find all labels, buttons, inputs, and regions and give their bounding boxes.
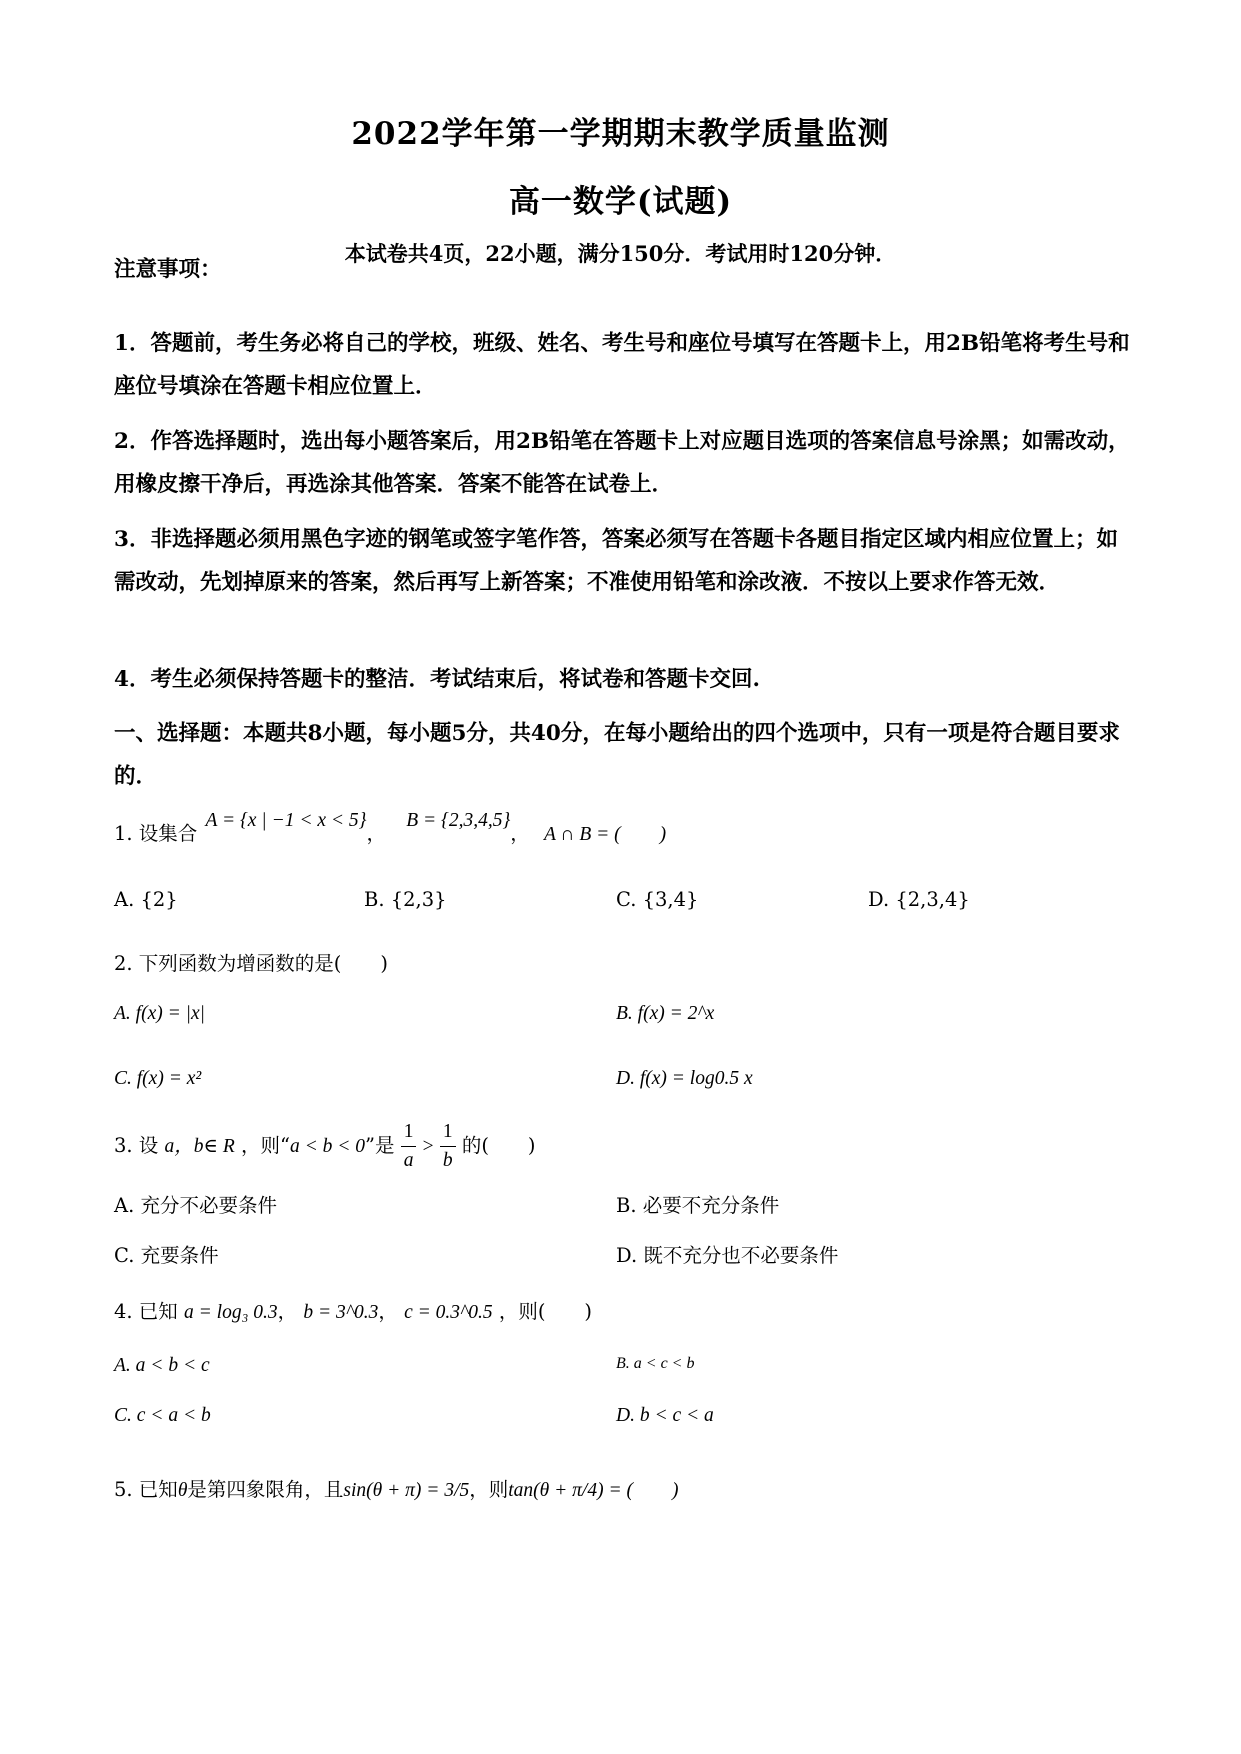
q4-prefix: 4. 已知 [114,1300,178,1323]
q3-mid: ，则“ [240,1134,290,1157]
notes-heading: 注意事项： [114,257,222,282]
q2-option-b: B. f(x) = 2^x [616,1003,715,1024]
q2-option-a: A. f(x) = |x| [114,1003,206,1024]
q4-option-d: D. b < c < a [616,1405,714,1426]
note-item-4: 4．考生必须保持答题卡的整洁．考试结束后，将试卷和答题卡交回. [114,667,760,692]
question-4: 4. 已知 a = log₃ 0.3， b = 3^0.3， c = 0.3^0.5 ，则( ) [114,1300,593,1323]
q2-option-d: D. f(x) = log0.5 x [616,1068,753,1089]
q4-c: c = 0.3^0.5 [404,1302,493,1323]
q5-prefix: 5. 已知 [114,1478,178,1501]
q3-option-c: C. 充要条件 [114,1244,219,1267]
q3-option-a: A. 充分不必要条件 [114,1194,277,1217]
q4-suffix: ，则( ) [498,1300,593,1323]
q3-suffix: 的( ) [461,1134,536,1157]
q4-a: a = log₃ 0.3 [184,1302,278,1323]
question-1: 1. 设集合 A = {x | −1 < x < 5}， B = {2,3,4,5}， A ∩ B = ( ) [114,810,667,845]
q5-given: sin(θ + π) = 3/5 [343,1480,470,1501]
q3-option-d: D. 既不充分也不必要条件 [616,1244,839,1267]
q3-fraction-right: $\frac{1}{b}$ [440,1118,456,1175]
q1-option-b: B. {2,3} [364,888,447,911]
q5-ask: tan(θ + π/4) = ( ) [508,1480,679,1501]
q1-option-a: A. {2} [114,888,178,911]
q1-ask: A ∩ B = ( ) [543,824,667,845]
q1-option-d: D. {2,3,4} [868,888,970,911]
exam-info: 本试卷共4页，22小题，满分150分．考试用时120分钟． [344,241,897,266]
exam-subtitle: 高一数学(试题) [508,184,733,220]
q3-condition: a < b < 0 [289,1136,366,1157]
note-item-2: 2．作答选择题时，选出每小题答案后，用2B铅笔在答题卡上对应题目选项的答案信息号涂黑；如需改动，用橡皮擦干净后，再选涂其他答案．答案不能答在试卷上． [114,429,1130,497]
q3-fraction-left: $\frac{1}{a}$ [401,1118,417,1175]
q1-prefix: 1. 设集合 [114,822,198,845]
section-heading: 一、选择题：本题共8小题，每小题5分，共40分，在每小题给出的四个选项中，只有一项是符合题目要求的． [114,721,1120,789]
q4-option-a: A. a < b < c [114,1355,210,1376]
question-2: 2. 下列函数为增函数的是( ) [114,952,389,975]
exam-title: 2022学年第一学期期末教学质量监测 [351,116,890,152]
q3-greater-than: > [422,1136,434,1157]
q5-mid: 是第四象限角，且 [187,1478,344,1501]
note-item-1: 1．答题前，考生务必将自己的学校，班级、姓名、考生号和座位号填写在答题卡上，用2B铅笔将考生号和座位号填涂在答题卡相应位置上． [114,331,1130,399]
q1-set-a: A = {x | −1 < x < 5} [205,810,367,831]
question-5 [114,1474,679,1502]
note-item-3: 3．非选择题必须用黑色字迹的钢笔或签字笔作答，答案必须写在答题卡各题目指定区域内相应位置上；如需改动，先划掉原来的答案，然后再写上新答案；不准使用铅笔和涂改液．不按以上要求作答无效． [114,527,1118,595]
question-3 [114,1118,536,1175]
q1-option-c: C. {3,4} [616,888,699,911]
q5-mid2: ，则 [469,1478,509,1501]
q3-option-b: B. 必要不充分条件 [616,1194,780,1217]
q1-set-b: B = {2,3,4,5} [406,810,511,831]
q3-mid2: ”是 [365,1134,395,1157]
q3-prefix: 3. 设 [114,1134,159,1157]
q4-b: b = 3^0.3 [303,1302,379,1323]
q5-theta: θ [177,1480,188,1501]
q3-vars: a，b∈ R [164,1136,235,1157]
q2-option-c: C. f(x) = x² [114,1068,202,1089]
q4-option-c: C. c < a < b [114,1405,211,1426]
q4-option-b: B. a < c < b [616,1355,695,1372]
